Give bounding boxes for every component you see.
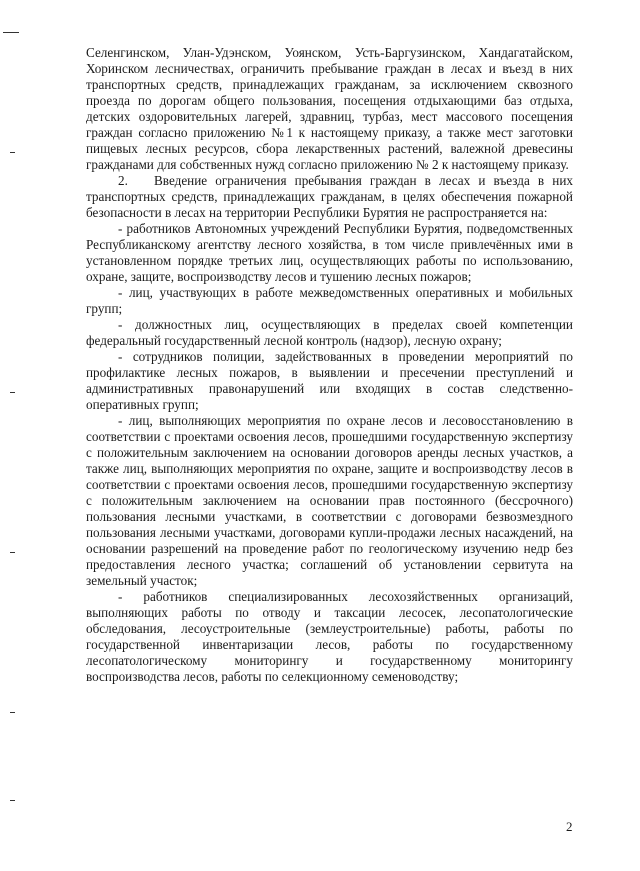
scan-margin-mark	[10, 800, 15, 801]
bullet-item: - сотрудников полиции, задействованных в проведении мероприятий по профилактике лесных пожаров, в выявлении и пресечении преступлений и административных правонарушений или входящих в состав следственно-оперативных групп;	[86, 349, 573, 412]
scan-margin-mark	[3, 32, 19, 33]
scan-margin-mark	[10, 712, 15, 713]
bullet-item: - должностных лиц, осуществляющих в пределах своей компетенции федеральный государственный лесной контроль (надзор), лесную охрану;	[86, 317, 573, 348]
item-2-text: Введение ограничения пребывания граждан в лесах и въезда в них транспортных средств, принадлежащих гражданам, в целях обеспечения пожарной безопасности в лесах на территории Республики Бурятия не распространяется на:	[86, 173, 573, 220]
document-body	[86, 45, 573, 685]
paragraph-item-2	[86, 173, 573, 221]
bullet-item: - лиц, участвующих в работе межведомственных оперативных и мобильных групп;	[86, 285, 573, 316]
item-number: 2.	[118, 173, 128, 188]
page-number: 2	[566, 819, 573, 834]
bullet-item: - лиц, выполняющих мероприятия по охране лесов и лесовосстановлению в соответствии с проектами освоения лесов, прошедшими государственную экспертизу с положительным заключением на основании договоров аренды лесных участков, а также лиц, выполняющих мероприятия по охране, защите и воспроизводству лесов в соответствии с проектами освоения лесов, прошедшими государственную экспертизу с положительным заключением на основании прав постоянного (бессрочного) пользования лесными участками, в соответствии с договорами безвозмездного пользования лесными участками, договорами купли-продажи лесных насаждений, на основании разрешений на проведение работ по геологическому изучению недр без предоставления лесного участка; соглашений об установлении сервитута на земельный участок;	[86, 413, 573, 588]
scan-margin-mark	[10, 152, 15, 153]
scan-margin-mark	[10, 552, 15, 553]
bullet-item: - работников специализированных лесохозяйственных организаций, выполняющих работы по отводу и таксации лесосек, лесопатологические обследования, лесоустроительные (землеустроительные) работы, работы по государственной инвентаризации лесов, работы по государственному лесопатологическому мониторингу и государственному мониторингу воспроизводства лесов, работы по селекционному семеноводству;	[86, 589, 573, 684]
paragraph-continuation: Селенгинском, Улан-Удэнском, Уоянском, Усть-Баргузинском, Хандагатайском, Хоринском лесничествах, ограничить пребывание граждан в лесах и въезд в них транспортных средств, принадлежащих гражданам, за исключением сквозного проезда по дорогам общего пользования, посещения отдыхающими баз отдыха, детских оздоровительных лагерей, здравниц, турбаз, мест массового посещения граждан согласно приложению №1 к настоящему приказу, а также мест заготовки пищевых лесных ресурсов, сбора лекарственных растений, валежной древесины гражданами для собственных нужд согласно приложению № 2 к настоящему приказу.	[86, 45, 573, 172]
scan-margin-mark	[10, 392, 15, 393]
bullet-item: - работников Автономных учреждений Республики Бурятия, подведомственных Республиканскому агентству лесного хозяйства, в том числе привлечённых ими в установленном порядке третьих лиц, осуществляющих работы по использованию, охране, защите, воспроизводству лесов и тушению лесных пожаров;	[86, 221, 573, 284]
